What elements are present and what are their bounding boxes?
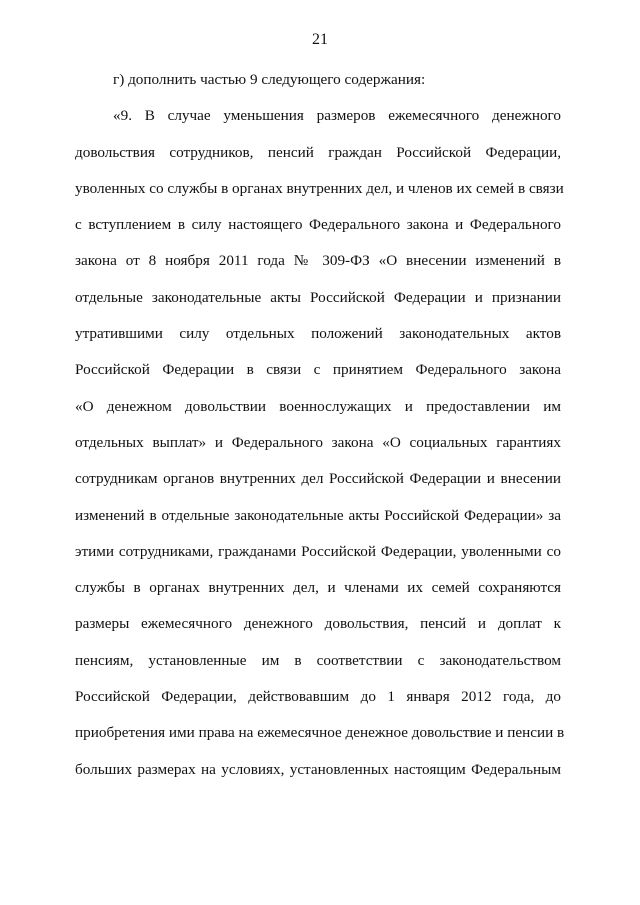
text-line: с вступлением в силу настоящего Федерального закона и Федерального	[75, 216, 561, 234]
page-number: 21	[312, 31, 328, 48]
text-line: пенсиям, установленные им в соответствии с законодательством	[75, 651, 561, 669]
document-body	[75, 62, 565, 788]
text-line: уволенных со службы в органах внутренних дел, и членов их семей в связи	[75, 179, 564, 197]
text-line: отдельные законодательные акты Российской Федерации и признании	[75, 288, 561, 306]
text-line: больших размерах на условиях, установленных настоящим Федеральным	[75, 760, 561, 778]
text-line: службы в органах внутренних дел, и членами их семей сохраняются	[75, 579, 561, 597]
text-line: размеры ежемесячного денежного довольствия, пенсий и доплат к	[75, 615, 561, 633]
text-line: Российской Федерации, действовавшим до 1 января 2012 года, до	[75, 688, 561, 706]
text-line: «9. В случае уменьшения размеров ежемесячного денежного	[113, 107, 561, 125]
text-line: изменений в отдельные законодательные акты Российской Федерации» за	[75, 506, 561, 524]
text-line: г) дополнить частью 9 следующего содержания:	[113, 71, 426, 88]
text-line: закона от 8 ноября 2011 года № 309-ФЗ «О внесении изменений в	[75, 252, 561, 270]
text-line: «О денежном довольствии военнослужащих и предоставлении им	[75, 397, 561, 415]
text-line: Российской Федерации в связи с принятием Федерального закона	[75, 361, 561, 379]
text-line: утратившими силу отдельных положений законодательных актов	[75, 325, 561, 343]
text-line: сотрудникам органов внутренних дел Российской Федерации и внесении	[75, 470, 561, 488]
text-line: приобретения ими права на ежемесячное денежное довольствие и пенсии в	[75, 724, 565, 742]
text-line: довольствия сотрудников, пенсий граждан Российской Федерации,	[75, 143, 561, 161]
text-line: этими сотрудниками, гражданами Российской Федерации, уволенными со	[75, 542, 561, 560]
text-line: отдельных выплат» и Федерального закона «О социальных гарантиях	[75, 433, 561, 451]
